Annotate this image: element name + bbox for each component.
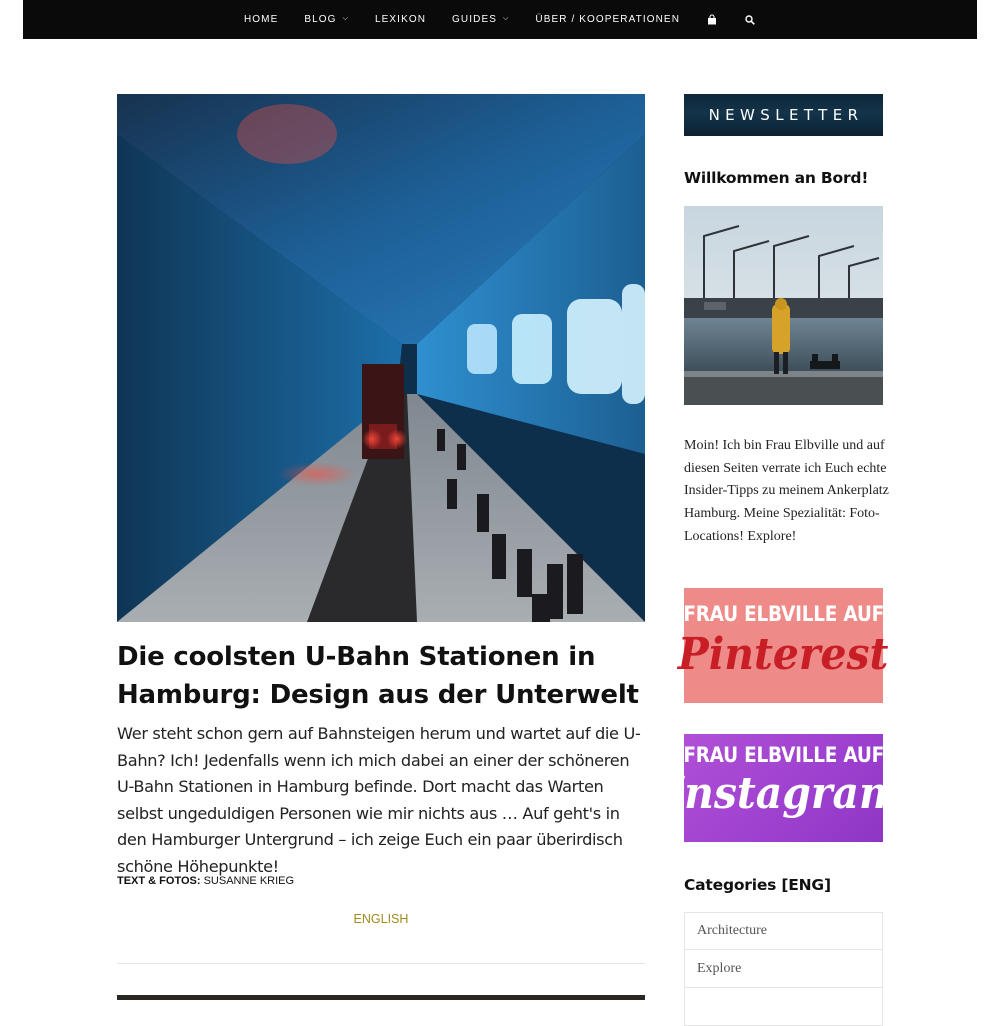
top-navigation [23,0,977,39]
newsletter-label: NEWSLETTER [708,106,864,124]
chevron-down-icon: ⌵ [503,14,510,22]
nav-item-ueber-kooperationen[interactable]: ÜBER / KOOPERATIONEN [535,14,681,25]
chevron-down-icon: ⌵ [342,14,349,22]
shopping-bag-icon[interactable] [707,15,717,25]
pinterest-logo-text: Pinterest [678,629,889,680]
welcome-text: Moin! Ich bin Frau Elbville und auf diesen Seiten verrate ich Euch echte Insider-Tipps zu meinem Ankerplatz Hamburg. Meine Spezialität: Foto-Locations! Explore! [684,438,889,544]
credits-name: SUSANNE KRIEG [203,875,295,887]
instagram-logo-text: Instagram [664,768,903,819]
post-excerpt: Wer steht schon gern auf Bahnsteigen herum und wartet auf die U-Bahn? Ich! Jedenfalls wenn ich mich dabei an einer der schöneren U-Bahn Stationen in Hamburg befinde. Dort macht das Warten selbst ungeduldigen Personen wie mir nichts aus … Auf geht's in den Hamburger Untergrund – ich zeige Euch ein paar überirdisch schöne Höhepunkte! [117,724,641,876]
post-category-link[interactable]: ENGLISH [353,912,409,926]
pinterest-promo-banner[interactable] [678,588,889,703]
credits-label: TEXT & FOTOS: [117,875,201,887]
newsletter-banner[interactable] [684,94,883,136]
nav-item-blog[interactable]: BLOG ⌵ [304,14,349,25]
category-item-architecture[interactable]: Architecture [684,912,883,950]
pinterest-promo-heading: FRAU ELBVILLE AUF [683,602,884,627]
next-post-image[interactable] [117,995,645,1000]
welcome-title: Willkommen an Bord! [684,169,869,187]
nav-item-home[interactable]: HOME [243,14,279,25]
instagram-promo-heading: FRAU ELBVILLE AUF [683,743,884,768]
search-icon[interactable] [745,15,755,25]
post-title[interactable]: Die coolsten U-Bahn Stationen in Hamburg: Design aus der Unterwelt [117,642,639,710]
nav-item-lexikon[interactable]: LEXIKON [374,14,427,25]
categories-list [684,912,883,1026]
category-item-explore[interactable]: Explore [684,950,883,988]
category-item[interactable] [684,988,883,1026]
nav-item-guides[interactable]: GUIDES ⌵ [452,14,510,25]
welcome-photo [684,206,883,405]
categories-title: Categories [ENG] [684,876,831,894]
post-divider [117,963,645,964]
instagram-promo-banner[interactable] [664,734,903,842]
post-credits [117,875,294,887]
post-featured-image[interactable] [117,94,645,622]
